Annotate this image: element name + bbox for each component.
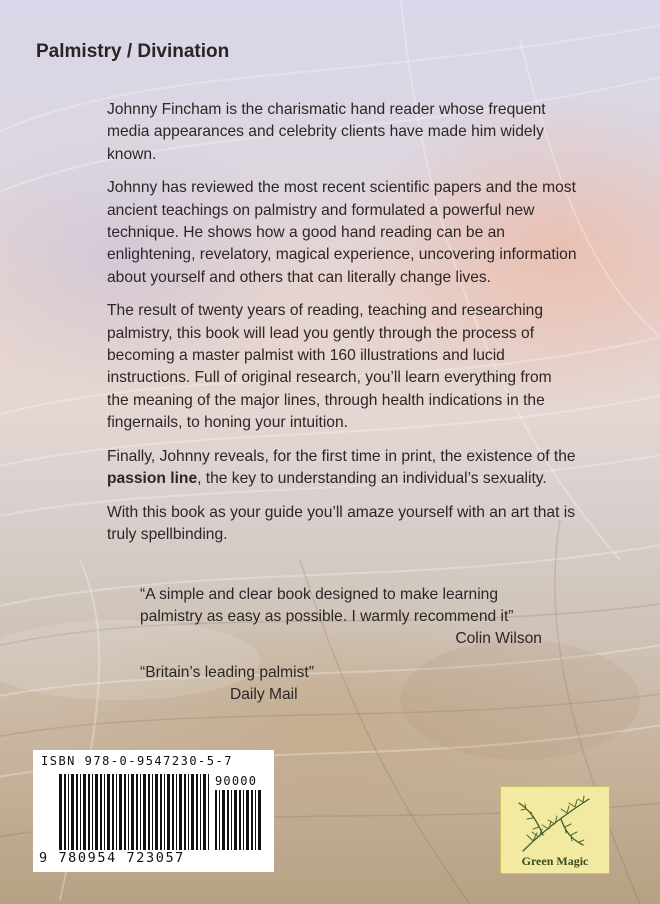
barcode-bar xyxy=(179,774,182,850)
blurb-paragraph-3: The result of twenty years of reading, teaching and researching palmistry, this book will lead you gently through the process of becoming a master palmist with 160 illustrations and lucid instructions. Full of original research, you’ll learn everything from the meaning of the major lines, through health indications in the fingernails, to honing your intuition. xyxy=(107,302,552,432)
quote-source: Colin Wilson xyxy=(455,630,542,647)
blurb-paragraph-5: With this book as your guide you’ll amaze yourself with an art that is truly spellbinding. xyxy=(107,503,576,543)
review-quote xyxy=(140,662,560,706)
barcode-bar xyxy=(239,790,241,850)
barcode-bar xyxy=(160,774,162,850)
barcode-bar xyxy=(119,774,122,850)
barcode-bar xyxy=(80,774,81,850)
blurb-p4-end: , the key to understanding an individual’s sexuality. xyxy=(197,470,547,488)
barcode-bar xyxy=(143,774,146,850)
blurb-text xyxy=(107,99,577,557)
barcode-bar xyxy=(255,790,256,850)
barcode-bar xyxy=(64,774,66,850)
barcode-bar xyxy=(196,774,198,850)
barcode-bar xyxy=(234,790,237,850)
barcode-bar xyxy=(59,774,62,850)
barcode-bar xyxy=(251,790,253,850)
barcode-bar xyxy=(219,790,220,850)
barcode-bar xyxy=(191,774,194,850)
barcode-bar xyxy=(92,774,93,850)
barcode-bar xyxy=(184,774,186,850)
barcode-bar xyxy=(243,790,244,850)
barcode-bar xyxy=(76,774,78,850)
barcode-bar xyxy=(176,774,177,850)
barcode-bar xyxy=(104,774,105,850)
pine-branch-icon xyxy=(509,791,601,855)
publisher-logo xyxy=(500,786,610,874)
barcode-bar xyxy=(88,774,90,850)
blurb-paragraph-1: Johnny Fincham is the charismatic hand reader whose frequent media appearances and celebrity clients have made him widely known. xyxy=(107,101,546,163)
barcode-bar xyxy=(215,790,217,850)
barcode-bar xyxy=(208,774,209,850)
blurb-paragraph-2: Johnny has reviewed the most recent scientific papers and the most ancient teachings on palmistry and formulated a powerful new technique. He shows how a good hand reading can be an enlightening, revelatory, magical experience, uncovering information about yourself and others that can literally change lives. xyxy=(107,179,577,286)
review-quote xyxy=(140,584,560,650)
quote-text: “A simple and clear book designed to make learning palmistry as easy as possible. I warmly recommend it” xyxy=(140,586,514,625)
barcode-bar xyxy=(71,774,74,850)
barcode-bar xyxy=(68,774,69,850)
barcode-bar xyxy=(164,774,165,850)
barcode-bar xyxy=(227,790,229,850)
barcode-bar xyxy=(95,774,98,850)
isbn-label: ISBN 978-0-9547230-5-7 xyxy=(41,754,233,768)
isbn-barcode xyxy=(33,750,274,872)
barcode-bar xyxy=(116,774,117,850)
price-barcode-bars xyxy=(215,790,263,850)
quote-source: Daily Mail xyxy=(230,686,298,703)
category-label: Palmistry / Divination xyxy=(36,41,230,62)
blurb-paragraph-4 xyxy=(107,446,577,491)
barcode-bar xyxy=(203,774,206,850)
barcode-bar xyxy=(140,774,141,850)
barcode-bar xyxy=(83,774,86,850)
barcode-bar xyxy=(188,774,189,850)
barcode-bar xyxy=(100,774,102,850)
barcode-bar xyxy=(128,774,129,850)
barcode-bar xyxy=(258,790,261,850)
publisher-name: Green Magic xyxy=(521,854,589,868)
barcode-bar xyxy=(155,774,158,850)
barcode-bar xyxy=(107,774,110,850)
barcode-bar xyxy=(222,790,225,850)
barcode-bar xyxy=(112,774,114,850)
barcode-bar xyxy=(152,774,153,850)
barcode-bar xyxy=(246,790,249,850)
ean-barcode-bars xyxy=(59,774,209,850)
barcode-bar xyxy=(131,774,134,850)
passion-line-term: passion line xyxy=(107,470,198,488)
quote-text: “Britain’s leading palmist” xyxy=(140,664,314,681)
barcode-digits: 9 780954 723057 xyxy=(39,850,185,866)
barcode-bar xyxy=(136,774,138,850)
barcode-bar xyxy=(167,774,170,850)
barcode-bar xyxy=(200,774,201,850)
barcode-bar xyxy=(231,790,232,850)
barcode-bar xyxy=(124,774,126,850)
blurb-p4-start: Finally, Johnny reveals, for the first time in print, the existence of the xyxy=(107,447,576,465)
review-quotes xyxy=(140,584,560,706)
barcode-bar xyxy=(148,774,150,850)
barcode-bar xyxy=(172,774,174,850)
price-code: 90000 xyxy=(215,774,258,788)
